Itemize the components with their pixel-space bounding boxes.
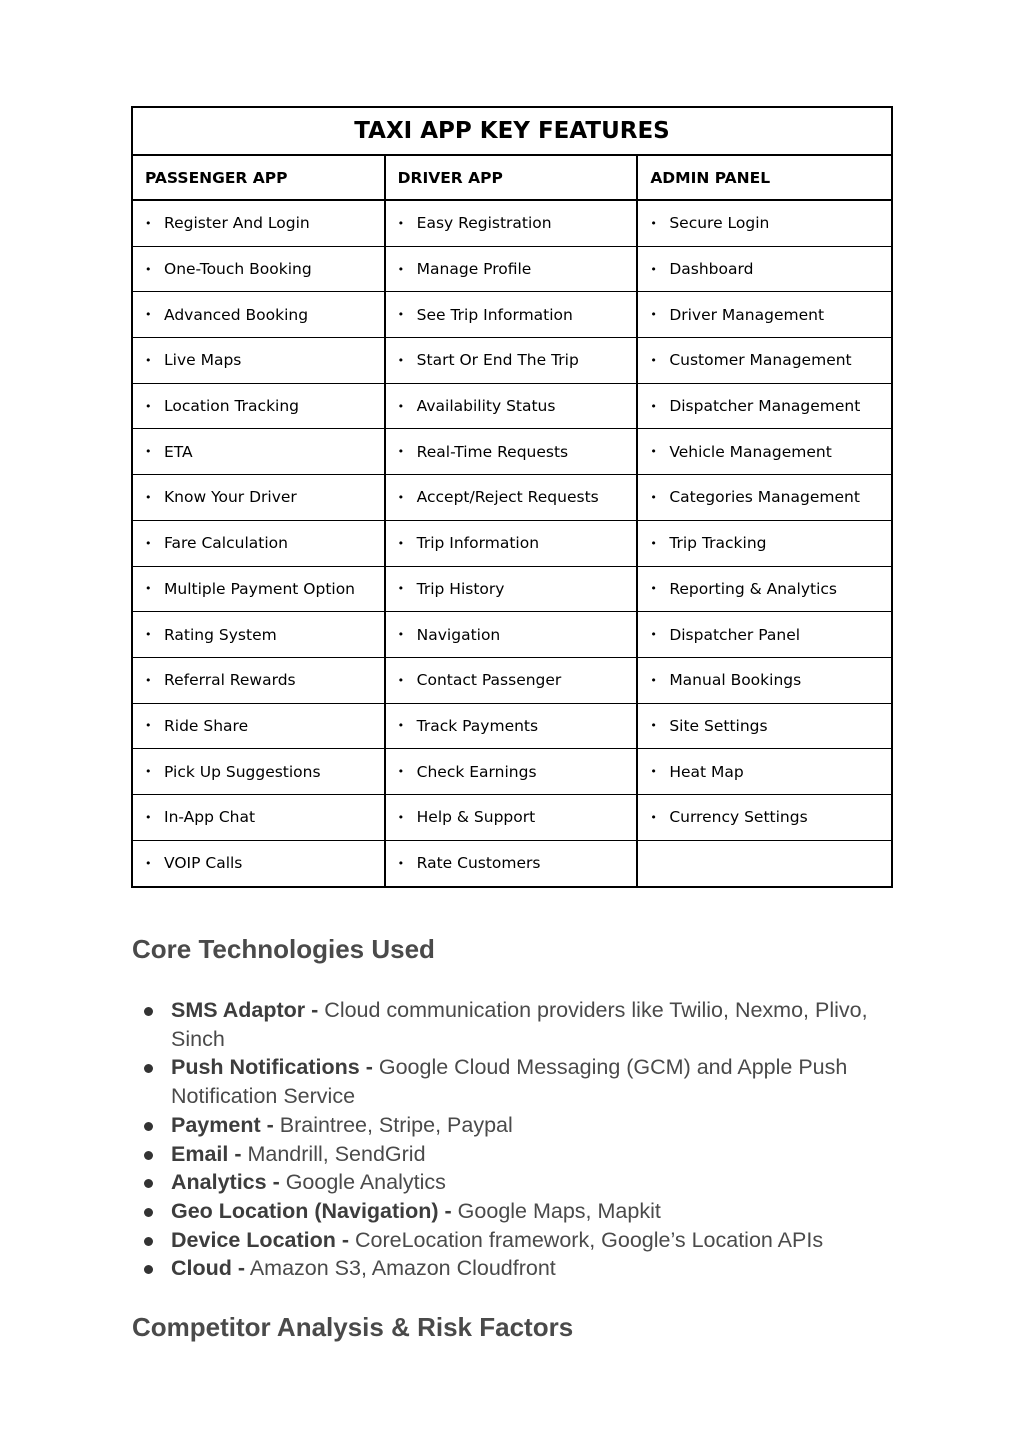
feature-label: Dispatcher Panel xyxy=(669,625,801,644)
feature-label: Help & Support xyxy=(416,808,536,827)
technology-providers: Google Cloud Messaging (GCM) and Apple Push Notification Service xyxy=(171,1055,848,1109)
feature-label: See Trip Information xyxy=(416,305,573,324)
bullet-icon: • xyxy=(650,628,657,642)
table-row xyxy=(133,247,891,293)
bullet-icon: • xyxy=(397,399,405,413)
feature-label: Trip Tracking xyxy=(669,534,767,553)
feature-cell-admin xyxy=(638,841,891,887)
feature-cell-admin xyxy=(638,201,891,246)
bullet-icon: • xyxy=(650,810,657,824)
feature-label: Site Settings xyxy=(669,716,768,735)
feature-cell-admin xyxy=(638,247,891,292)
bullet-icon: • xyxy=(650,719,657,733)
bullet-icon: • xyxy=(650,399,657,413)
feature-cell-driver xyxy=(386,292,639,337)
bullet-icon: • xyxy=(145,399,152,413)
table-row xyxy=(133,658,891,704)
feature-label: Currency Settings xyxy=(669,808,808,827)
feature-label: Real-Time Requests xyxy=(416,442,569,461)
bullet-icon: • xyxy=(145,673,152,687)
technology-providers: Google Analytics xyxy=(279,1170,446,1195)
feature-cell-passenger xyxy=(133,201,386,246)
feature-cell-passenger xyxy=(133,612,386,657)
feature-cell-admin xyxy=(638,292,891,337)
feature-cell-admin xyxy=(638,475,891,520)
feature-label: Contact Passenger xyxy=(416,671,562,690)
feature-cell-driver xyxy=(386,704,639,749)
feature-cell-admin xyxy=(638,612,891,657)
feature-label: Customer Management xyxy=(669,351,852,370)
list-item xyxy=(140,1140,900,1169)
bullet-icon: • xyxy=(650,765,657,779)
feature-cell-driver xyxy=(386,795,639,840)
table-header-row xyxy=(133,156,891,201)
feature-label: Navigation xyxy=(416,625,501,644)
feature-label: Start Or End The Trip xyxy=(416,351,579,370)
technology-providers: Braintree, Stripe, Paypal xyxy=(273,1112,513,1137)
feature-cell-passenger xyxy=(133,384,386,429)
feature-cell-driver xyxy=(386,338,639,383)
table-body xyxy=(133,201,891,886)
feature-label: Dashboard xyxy=(669,260,754,279)
feature-label: ETA xyxy=(164,442,193,461)
bullet-icon: • xyxy=(145,445,152,459)
feature-label: Register And Login xyxy=(164,214,310,233)
bullet-icon: • xyxy=(145,765,152,779)
table-row xyxy=(133,429,891,475)
feature-cell-admin xyxy=(638,704,891,749)
feature-cell-driver xyxy=(386,475,639,520)
feature-cell-passenger xyxy=(133,247,386,292)
technology-providers: Google Maps, Mapkit xyxy=(451,1198,661,1223)
table-title: TAXI APP KEY FEATURES xyxy=(133,108,891,156)
feature-cell-admin xyxy=(638,567,891,612)
feature-label: Availability Status xyxy=(416,397,556,416)
table-row xyxy=(133,749,891,795)
bullet-icon: • xyxy=(145,628,152,642)
bullet-icon: • xyxy=(145,810,152,824)
table-row xyxy=(133,292,891,338)
feature-label: Secure Login xyxy=(669,214,770,233)
bullet-icon: • xyxy=(397,490,405,504)
column-header-passenger: PASSENGER APP xyxy=(133,156,386,199)
bullet-icon: • xyxy=(145,582,152,596)
list-item xyxy=(140,996,900,1053)
bullet-icon: • xyxy=(650,216,657,230)
feature-label: Accept/Reject Requests xyxy=(416,488,599,507)
table-row xyxy=(133,475,891,521)
technology-label: SMS Adaptor - xyxy=(171,998,319,1022)
technology-label: Email - xyxy=(171,1141,242,1166)
feature-label: Easy Registration xyxy=(416,214,552,233)
feature-label: Know Your Driver xyxy=(164,488,297,507)
table-row xyxy=(133,612,891,658)
feature-cell-passenger xyxy=(133,704,386,749)
bullet-icon: • xyxy=(650,308,657,322)
feature-label: Advanced Booking xyxy=(164,305,309,324)
bullet-icon: • xyxy=(650,262,657,276)
competitor-analysis-heading: Competitor Analysis & Risk Factors xyxy=(132,1312,574,1342)
feature-cell-passenger xyxy=(133,795,386,840)
feature-cell-passenger xyxy=(133,841,386,887)
feature-cell-admin xyxy=(638,749,891,794)
technology-label: Analytics - xyxy=(171,1170,280,1195)
bullet-icon: • xyxy=(397,810,405,824)
bullet-icon: • xyxy=(397,628,405,642)
feature-cell-driver xyxy=(386,521,639,566)
bullet-icon: • xyxy=(650,490,657,504)
feature-label: Track Payments xyxy=(416,716,539,735)
feature-label: Manual Bookings xyxy=(669,671,802,690)
feature-cell-driver xyxy=(386,247,639,292)
technology-label: Geo Location (Navigation) - xyxy=(171,1198,452,1223)
feature-label: Trip Information xyxy=(416,534,540,553)
list-item xyxy=(140,1168,900,1197)
feature-label: Reporting & Analytics xyxy=(669,579,837,598)
feature-cell-driver xyxy=(386,612,639,657)
bullet-icon: • xyxy=(397,353,405,367)
bullet-icon: • xyxy=(145,856,152,870)
bullet-icon: • xyxy=(650,582,657,596)
feature-label: Fare Calculation xyxy=(164,534,288,553)
feature-cell-driver xyxy=(386,841,639,887)
bullet-icon: • xyxy=(397,262,405,276)
feature-cell-driver xyxy=(386,384,639,429)
list-item xyxy=(140,1197,900,1226)
technology-providers: Cloud communication providers like Twilio, Nexmo, Plivo, Sinch xyxy=(171,998,868,1051)
feature-cell-passenger xyxy=(133,292,386,337)
column-header-driver: DRIVER APP xyxy=(386,156,639,199)
feature-cell-driver xyxy=(386,749,639,794)
bullet-icon: • xyxy=(397,856,405,870)
technology-label: Device Location - xyxy=(171,1227,350,1252)
feature-label: Trip History xyxy=(416,579,505,598)
feature-label: Ride Share xyxy=(164,716,249,735)
feature-cell-passenger xyxy=(133,521,386,566)
technology-label: Cloud - xyxy=(171,1256,246,1281)
feature-cell-passenger xyxy=(133,749,386,794)
feature-cell-admin xyxy=(638,429,891,474)
table-row xyxy=(133,795,891,841)
feature-label: In-App Chat xyxy=(164,808,256,827)
feature-cell-admin xyxy=(638,521,891,566)
bullet-icon: • xyxy=(145,262,152,276)
feature-label: Dispatcher Management xyxy=(669,397,861,416)
feature-label: Manage Profile xyxy=(416,260,532,279)
table-row xyxy=(133,521,891,567)
feature-label: Driver Management xyxy=(669,305,825,324)
bullet-icon: • xyxy=(145,536,152,550)
bullet-icon: • xyxy=(397,719,405,733)
feature-cell-admin xyxy=(638,384,891,429)
feature-label: Pick Up Suggestions xyxy=(164,762,321,781)
table-row xyxy=(133,384,891,430)
bullet-icon: • xyxy=(145,719,152,733)
technology-providers: Amazon S3, Amazon Cloudfront xyxy=(245,1256,556,1281)
feature-label: VOIP Calls xyxy=(164,854,243,873)
feature-cell-passenger xyxy=(133,338,386,383)
feature-label: Rating System xyxy=(164,625,277,644)
bullet-icon: • xyxy=(650,673,657,687)
column-header-admin: ADMIN PANEL xyxy=(650,168,771,187)
bullet-icon: • xyxy=(397,673,405,687)
bullet-icon: • xyxy=(650,445,657,459)
list-item xyxy=(140,1111,900,1140)
technology-label: Push Notifications - xyxy=(171,1055,373,1080)
bullet-icon: • xyxy=(145,490,152,504)
bullet-icon: • xyxy=(145,308,152,322)
feature-label: Categories Management xyxy=(669,488,860,507)
table-row xyxy=(133,201,891,247)
features-table xyxy=(131,106,893,888)
bullet-icon: • xyxy=(397,582,405,596)
list-item xyxy=(140,1053,900,1110)
bullet-icon: • xyxy=(397,308,405,322)
bullet-icon: • xyxy=(650,536,657,550)
core-technologies-list xyxy=(140,996,900,1283)
feature-cell-driver xyxy=(386,429,639,474)
feature-cell-passenger xyxy=(133,658,386,703)
bullet-icon: • xyxy=(397,216,405,230)
feature-label: Vehicle Management xyxy=(669,442,832,461)
bullet-icon: • xyxy=(650,353,657,367)
bullet-icon: • xyxy=(145,353,152,367)
feature-cell-passenger xyxy=(133,429,386,474)
feature-label: Heat Map xyxy=(669,762,744,781)
feature-cell-passenger xyxy=(133,475,386,520)
bullet-icon: • xyxy=(145,216,152,230)
technology-providers: CoreLocation framework, Google’s Location APIs xyxy=(349,1227,824,1252)
feature-cell-admin xyxy=(638,658,891,703)
list-item xyxy=(140,1254,900,1283)
bullet-icon: • xyxy=(397,536,405,550)
technology-providers: Mandrill, SendGrid xyxy=(241,1141,426,1166)
feature-cell-driver xyxy=(386,201,639,246)
core-technologies-heading: Core Technologies Used xyxy=(132,934,435,964)
list-item xyxy=(140,1226,900,1255)
table-row xyxy=(133,567,891,613)
feature-cell-driver xyxy=(386,567,639,612)
technology-label: Payment - xyxy=(171,1112,274,1137)
feature-label: Referral Rewards xyxy=(164,671,296,690)
feature-label: Check Earnings xyxy=(416,762,537,781)
feature-cell-passenger xyxy=(133,567,386,612)
feature-label: Live Maps xyxy=(164,351,242,370)
feature-cell-driver xyxy=(386,658,639,703)
bullet-icon: • xyxy=(397,765,405,779)
feature-cell-admin xyxy=(638,338,891,383)
feature-label: Location Tracking xyxy=(164,397,300,416)
feature-label: Multiple Payment Option xyxy=(164,579,356,598)
table-row xyxy=(133,338,891,384)
feature-label: Rate Customers xyxy=(416,854,541,873)
table-row xyxy=(133,704,891,750)
feature-cell-admin xyxy=(638,795,891,840)
bullet-icon: • xyxy=(397,445,405,459)
table-row xyxy=(133,841,891,887)
feature-label: One-Touch Booking xyxy=(164,260,312,279)
